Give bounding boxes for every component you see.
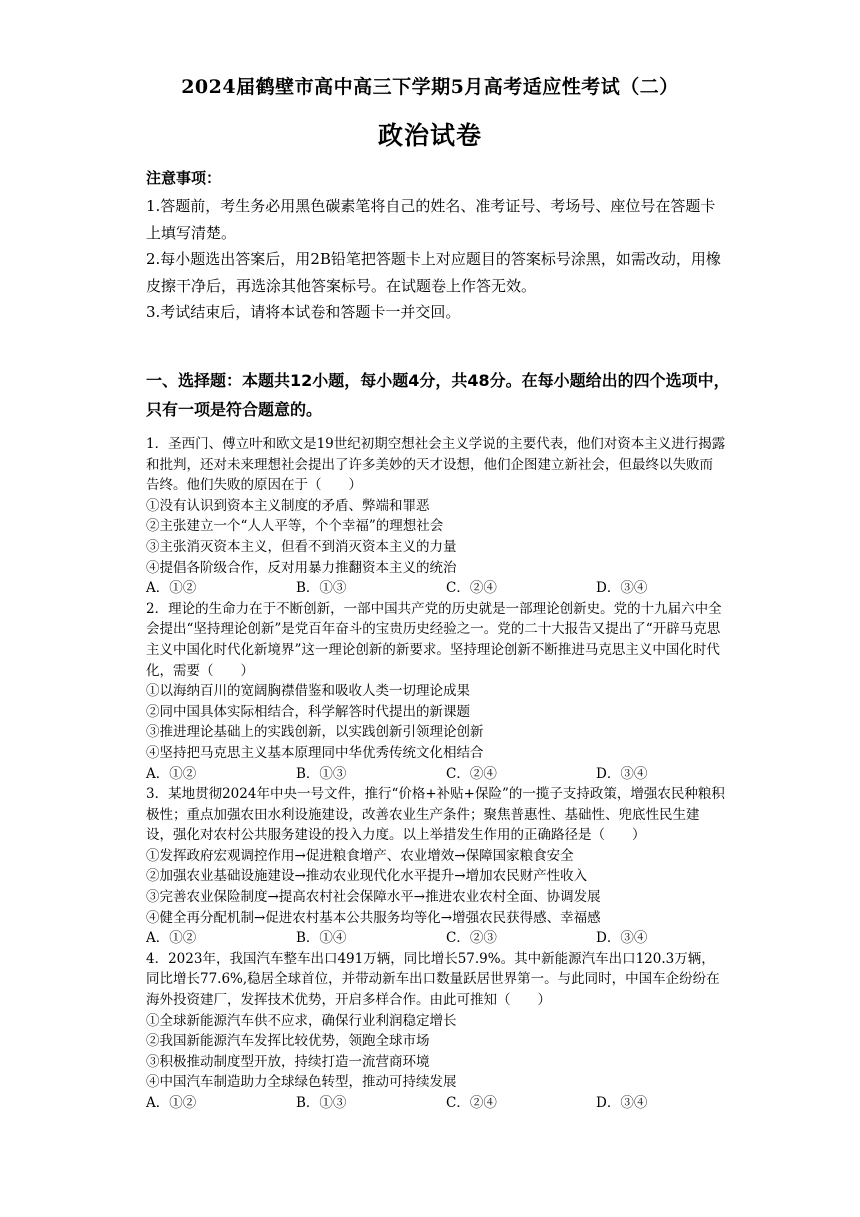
question-2 (146, 599, 726, 784)
notice-heading: 注意事项： (146, 169, 222, 187)
question-list (146, 434, 726, 1114)
option-d: D．③④ (596, 930, 648, 947)
question-item: ②同中国具体实际相结合，科学解答时代提出的新课题 (146, 703, 470, 720)
answer-options (146, 928, 726, 949)
page-title: 2024届鹤壁市高中高三下学期5月高考适应性考试（二） (181, 76, 679, 98)
question-stem: 3．某地贯彻2024年中央一号文件，推行“价格+补贴+保险”的一揽子支持政策，增强农民种粮积极性；重点加强农田水利设施建设，改善农业生产条件；聚焦普惠性、基础性、兜底性民生建设，强化对农村公共服务建设的投入力度。以上举措发生作用的正确路径是（ ） (146, 786, 725, 844)
answer-options (146, 1093, 726, 1114)
question-4 (146, 949, 726, 1114)
question-item: ③主张消灭资本主义，但看不到消灭资本主义的力量 (146, 538, 457, 555)
answer-options (146, 578, 726, 599)
notice-item-1: 1.答题前，考生务必用黑色碳素笔将自己的姓名、准考证号、考场号、座位号在答题卡上填写清楚。 (146, 197, 716, 242)
option-c: C．②③ (446, 930, 497, 947)
page-subtitle: 政治试卷 (377, 121, 482, 150)
option-d: D．③④ (596, 765, 648, 782)
option-b: B．①③ (296, 1095, 347, 1111)
question-item: ②主张建立一个“人人平等，个个幸福”的理想社会 (146, 518, 444, 535)
question-stem: 2．理论的生命力在于不断创新，一部中国共产党的历史就是一部理论创新史。党的十九届六中全会提出“坚持理论创新”是党百年奋斗的宝贵历史经验之一。党的二十大报告又提出了“开辟马克思主义中国化时代化新境界”这一理论创新的新要求。坚持理论创新不断推进马克思主义中国化时代化，需要（ ） (146, 600, 722, 679)
option-a: A．①② (146, 1095, 197, 1111)
notice-item-2: 2.每小题选出答案后，用2B铅笔把答题卡上对应题目的答案标号涂黑，如需改动，用橡皮擦干净后，再选涂其他答案标号。在试题卷上作答无效。 (146, 250, 721, 295)
question-stem: 4．2023年，我国汽车整车出口491万辆，同比增长57.9%。其中新能源汽车出口120.3万辆，同比增长77.6%,稳居全球首位，并带动新车出口数量跃居世界第一。与此同时，中国车企纷纷在海外投资建厂，发挥技术优势，开启多样合作。由此可推知（ ） (146, 950, 720, 1009)
question-3 (146, 784, 726, 949)
question-item: ②我国新能源汽车发挥比较优势，领跑全球市场 (146, 1033, 430, 1050)
question-item: ③完善农业保险制度→提高农村社会保障水平→推进农业农村全面、协调发展 (146, 889, 601, 906)
question-item: ④健全再分配机制→促进农村基本公共服务均等化→增强农民获得感、幸福感 (146, 909, 601, 926)
option-c: C．②④ (446, 765, 497, 782)
question-item: ④提倡各阶级合作，反对用暴力推翻资本主义的统治 (146, 559, 457, 576)
question-item: ③积极推动制度型开放，持续打造一流营商环境 (146, 1053, 430, 1070)
question-item: ④中国汽车制造助力全球绿色转型，推动可持续发展 (146, 1074, 457, 1091)
option-d: D．③④ (596, 1095, 648, 1111)
question-item: ①全球新能源汽车供不应求，确保行业利润稳定增长 (146, 1012, 457, 1029)
option-d: D．③④ (596, 580, 648, 597)
question-item: ②加强农业基础设施建设→推动农业现代化水平提升→增加农民财产性收入 (146, 868, 588, 885)
option-a: A．①② (146, 765, 197, 782)
question-item: ①以海纳百川的宽阔胸襟借鉴和吸收人类一切理论成果 (146, 683, 470, 700)
answer-options (146, 764, 726, 785)
option-b: B．①③ (296, 580, 347, 597)
option-b: B．①④ (296, 930, 347, 947)
section-heading: 一、选择题：本题共12小题，每小题4分，共48分。在每小题给出的四个选项中，只有一项是符合题意的。 (146, 371, 730, 419)
option-a: A．①② (146, 930, 197, 947)
option-a: A．①② (146, 580, 197, 597)
notice-list (146, 193, 726, 326)
question-item: ①没有认识到资本主义制度的矛盾、弊端和罪恶 (146, 497, 430, 514)
option-c: C．②④ (446, 1095, 497, 1111)
option-c: C．②④ (446, 580, 497, 597)
question-item: ③推进理论基础上的实践创新，以实践创新引领理论创新 (146, 724, 484, 741)
question-1 (146, 434, 726, 599)
question-item: ①发挥政府宏观调控作用→促进粮食增产、农业增效→保障国家粮食安全 (146, 847, 574, 864)
option-b: B．①③ (296, 765, 347, 782)
notice-item-3: 3.考试结束后，请将本试卷和答题卡一并交回。 (146, 303, 461, 321)
question-stem: 1．圣西门、傅立叶和欧文是19世纪初期空想社会主义学说的主要代表，他们对资本主义进行揭露和批判，还对未来理想社会提出了许多美妙的天才设想，他们企图建立新社会，但最终以失败而告终。他们失败的原因在于（ ） (146, 436, 726, 494)
question-item: ④坚持把马克思主义基本原理同中华优秀传统文化相结合 (146, 744, 484, 761)
